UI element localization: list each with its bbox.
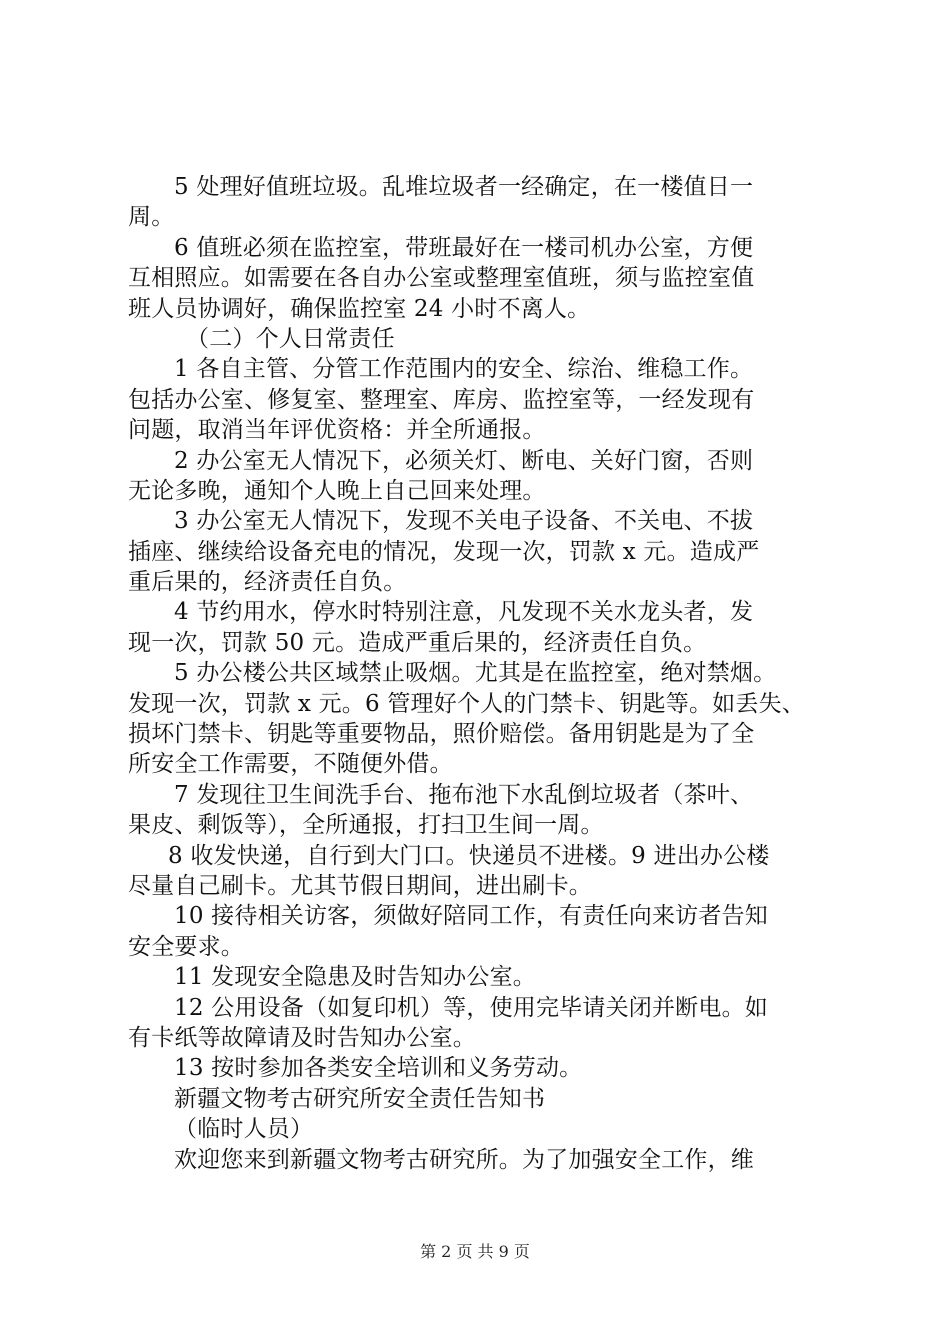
text-line: 问题，取消当年评优资格：并全所通报。 bbox=[128, 417, 546, 444]
document-subtitle: （临时人员） bbox=[174, 1116, 314, 1143]
text-line: 现一次，罚款 50 元。造成严重后果的，经济责任自负。 bbox=[128, 629, 707, 656]
text-line: 1 各自主管、分管工作范围内的安全、综治、维稳工作。 bbox=[174, 356, 754, 383]
text-line: 5 办公楼公共区域禁止吸烟。尤其是在监控室，绝对禁烟。 bbox=[174, 660, 777, 687]
text-line: 5 处理好值班垃圾。乱堆垃圾者一经确定，在一楼值日一 bbox=[174, 174, 754, 200]
text-line: 12 公用设备（如复印机）等，使用完毕请关闭并断电。如 bbox=[174, 994, 768, 1021]
text-line: 3 办公室无人情况下，发现不关电子设备、不关电、不拔 bbox=[174, 508, 754, 535]
text-line: 6 值班必须在监控室，带班最好在一楼司机办公室，方便 bbox=[174, 234, 754, 261]
text-line: 无论多晚，通知个人晚上自己回来处理。 bbox=[128, 477, 546, 504]
text-line: 7 发现往卫生间洗手台、拖布池下水乱倒垃圾者（茶叶、 bbox=[174, 781, 754, 808]
text-line: 有卡纸等故障请及时告知办公室。 bbox=[128, 1024, 476, 1051]
text-line: 11 发现安全隐患及时告知办公室。 bbox=[174, 964, 536, 991]
document-body bbox=[128, 172, 840, 1175]
text-line: 4 节约用水，停水时特别注意，凡发现不关水龙头者，发 bbox=[174, 599, 754, 626]
text-line: 插座、继续给设备充电的情况，发现一次，罚款 x 元。造成严 bbox=[128, 538, 760, 565]
document-title: 新疆文物考古研究所安全责任告知书 bbox=[174, 1085, 546, 1112]
text-line: 损坏门禁卡、钥匙等重要物品，照价赔偿。备用钥匙是为了全 bbox=[128, 721, 755, 748]
text-line: 13 按时参加各类安全培训和义务劳动。 bbox=[174, 1055, 583, 1082]
text-line: 班人员协调好，确保监控室 24 小时不离人。 bbox=[128, 295, 591, 322]
text-line: 互相照应。如需要在各自办公室或整理室值班，须与监控室值 bbox=[128, 265, 755, 292]
text-line: 8 收发快递，自行到大门口。快递员不进楼。9 进出办公楼 bbox=[168, 842, 770, 869]
text-line: 果皮、剩饭等），全所通报，打扫卫生间一周。 bbox=[128, 812, 604, 839]
text-line: 周。 bbox=[128, 204, 175, 231]
page-number-footer: 第 2 页 共 9 页 bbox=[420, 1242, 530, 1261]
text-line: 10 接待相关访客，须做好陪同工作，有责任向来访者告知 bbox=[174, 903, 768, 930]
text-line: 尽量自己刷卡。尤其节假日期间，进出刷卡。 bbox=[128, 872, 592, 899]
section-heading: （二）个人日常责任 bbox=[186, 325, 395, 352]
text-line: 发现一次，罚款 x 元。6 管理好个人的门禁卡、钥匙等。如丢失、 bbox=[128, 690, 805, 717]
text-line: 包括办公室、修复室、整理室、库房、监控室等，一经发现有 bbox=[128, 386, 755, 413]
text-line: 安全要求。 bbox=[128, 933, 244, 960]
text-line: 欢迎您来到新疆文物考古研究所。为了加强安全工作，维 bbox=[174, 1146, 754, 1173]
text-line: 重后果的，经济责任自负。 bbox=[128, 569, 407, 596]
text-line: 所安全工作需要，不随便外借。 bbox=[128, 751, 453, 778]
text-line: 2 办公室无人情况下，必须关灯、断电、关好门窗，否则 bbox=[174, 447, 754, 474]
